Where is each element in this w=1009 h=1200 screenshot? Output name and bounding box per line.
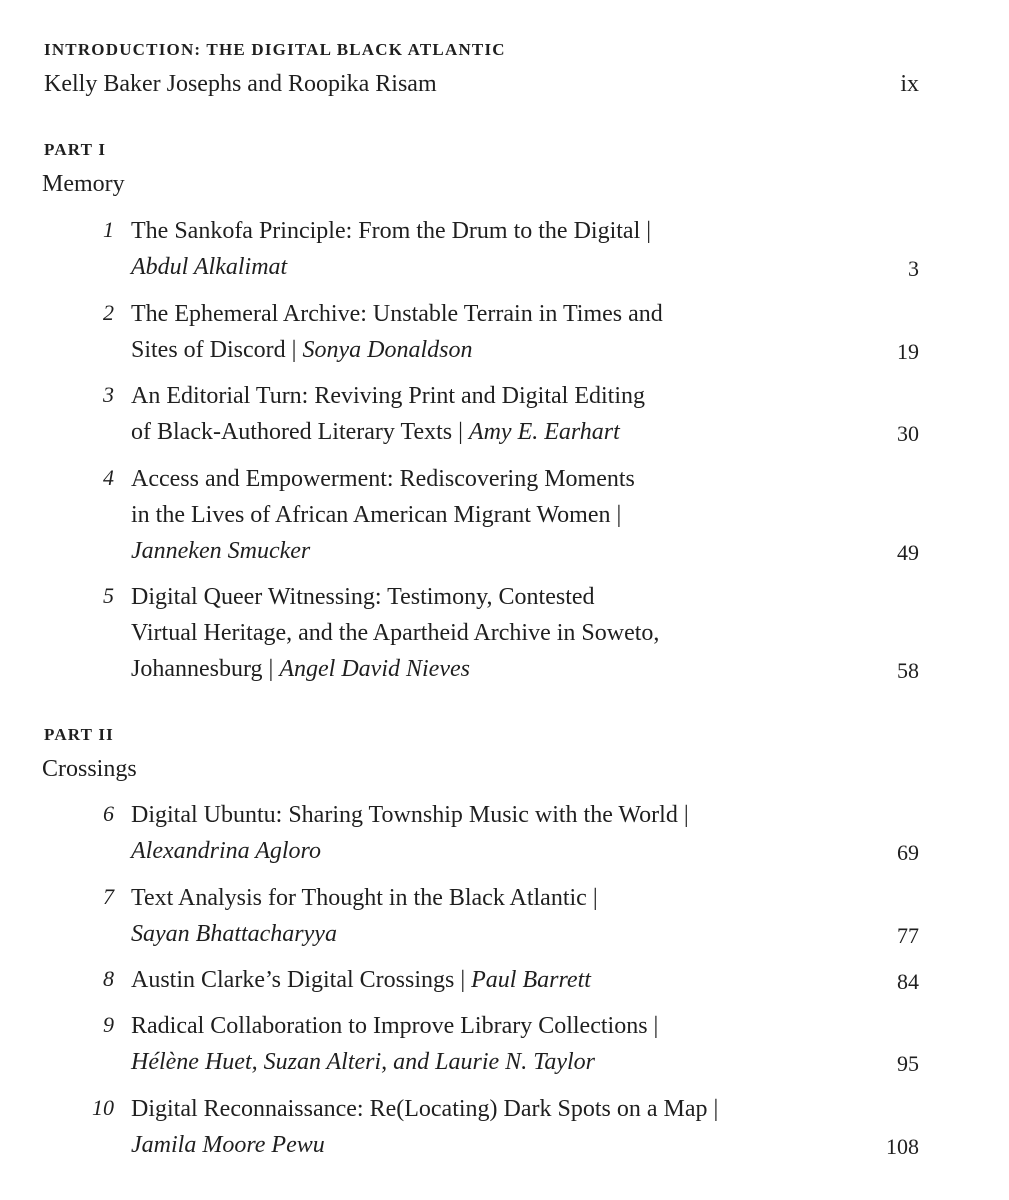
chapter-title-text: Austin Clarke’s Digital Crossings | (131, 967, 472, 993)
chapter-page-number: 77 (897, 923, 919, 948)
chapter-author: Jamila Moore Pewu (131, 1132, 325, 1158)
chapter-line (131, 249, 287, 285)
chapter-title-text: The Sankofa Principle: From the Drum to the Digital | (131, 218, 652, 244)
chapter-page-number: 3 (908, 256, 919, 281)
chapter-author: Sayan Bhattacharyya (131, 921, 337, 947)
chapter-page-number: 84 (897, 969, 919, 994)
chapter-author: Sonya Donaldson (302, 337, 473, 363)
chapter-page-number: 49 (897, 540, 919, 565)
chapter-title-text: in the Lives of African American Migrant Women | (131, 502, 622, 528)
chapter-author: Janneken Smucker (131, 538, 311, 564)
chapter-line (131, 615, 659, 651)
chapter-author: Alexandrina Agloro (131, 838, 321, 864)
intro-heading: INTRODUCTION: THE DIGITAL BLACK ATLANTIC (44, 40, 506, 59)
chapter-page-number: 69 (897, 840, 919, 865)
part-2-label: PART II (44, 725, 114, 744)
part-2-title: Crossings (42, 756, 137, 782)
chapter-title-text: Access and Empowerment: Rediscovering Moments (131, 466, 635, 492)
chapter-author: Abdul Alkalimat (131, 254, 288, 280)
chapter-number: 4 (103, 465, 114, 490)
chapter-line (131, 533, 310, 569)
intro-page-number: ix (900, 71, 919, 97)
chapter-line (131, 213, 651, 249)
chapter-line (131, 797, 689, 833)
chapter-number: 6 (103, 801, 114, 826)
chapter-line (131, 332, 472, 368)
chapter-title-text: Johannesburg | (131, 656, 280, 682)
chapter-title-text: Text Analysis for Thought in the Black Atlantic | (131, 885, 598, 911)
chapter-page-number: 58 (897, 658, 919, 683)
chapter-line (131, 1044, 595, 1080)
chapter-title-text: Radical Collaboration to Improve Library Collections | (131, 1013, 659, 1039)
chapter-line (131, 414, 620, 450)
chapter-number: 7 (103, 884, 114, 909)
chapter-line (131, 880, 598, 916)
chapter-number: 8 (103, 966, 114, 991)
chapter-title-text: Digital Queer Witnessing: Testimony, Contested (131, 584, 595, 610)
chapter-number: 9 (103, 1012, 114, 1037)
chapter-number: 10 (92, 1095, 114, 1120)
chapter-number: 5 (103, 583, 114, 608)
chapter-line (131, 497, 621, 533)
chapter-title-text: Virtual Heritage, and the Apartheid Archive in Soweto, (131, 620, 660, 646)
chapter-author: Angel David Nieves (279, 656, 470, 682)
chapter-line (131, 916, 337, 952)
chapter-line (131, 833, 321, 869)
chapter-number: 1 (103, 217, 114, 242)
chapter-page-number: 19 (897, 339, 919, 364)
chapter-author: Hélène Huet, Suzan Alteri, and Laurie N. Taylor (131, 1049, 595, 1075)
chapter-title-text: Digital Reconnaissance: Re(Locating) Dark Spots on a Map | (131, 1096, 719, 1122)
chapter-title-text: An Editorial Turn: Reviving Print and Digital Editing (131, 383, 645, 409)
chapter-page-number: 108 (886, 1134, 919, 1159)
chapter-title-text: of Black-Authored Literary Texts | (131, 419, 469, 445)
chapter-line (131, 1091, 718, 1127)
part-1-title: Memory (42, 171, 125, 197)
chapter-title-text: Sites of Discord | (131, 337, 303, 363)
chapter-line (131, 579, 595, 615)
chapter-line (131, 651, 470, 687)
chapter-author: Amy E. Earhart (468, 419, 620, 445)
intro-authors: Kelly Baker Josephs and Roopika Risam (44, 71, 437, 97)
chapter-line (131, 461, 635, 497)
part-1-label: PART I (44, 140, 107, 159)
chapter-page-number: 30 (897, 421, 919, 446)
chapter-title-text: The Ephemeral Archive: Unstable Terrain in Times and (131, 301, 663, 327)
chapter-number: 2 (103, 300, 114, 325)
chapter-author: Paul Barrett (471, 967, 591, 993)
chapter-line (131, 296, 663, 332)
chapter-page-number: 95 (897, 1051, 919, 1076)
chapter-line (131, 962, 591, 998)
chapter-line (131, 378, 645, 414)
chapter-line (131, 1008, 658, 1044)
chapter-title-text: Digital Ubuntu: Sharing Township Music with the World | (131, 802, 689, 828)
chapter-number: 3 (103, 382, 114, 407)
chapter-line (131, 1127, 325, 1163)
